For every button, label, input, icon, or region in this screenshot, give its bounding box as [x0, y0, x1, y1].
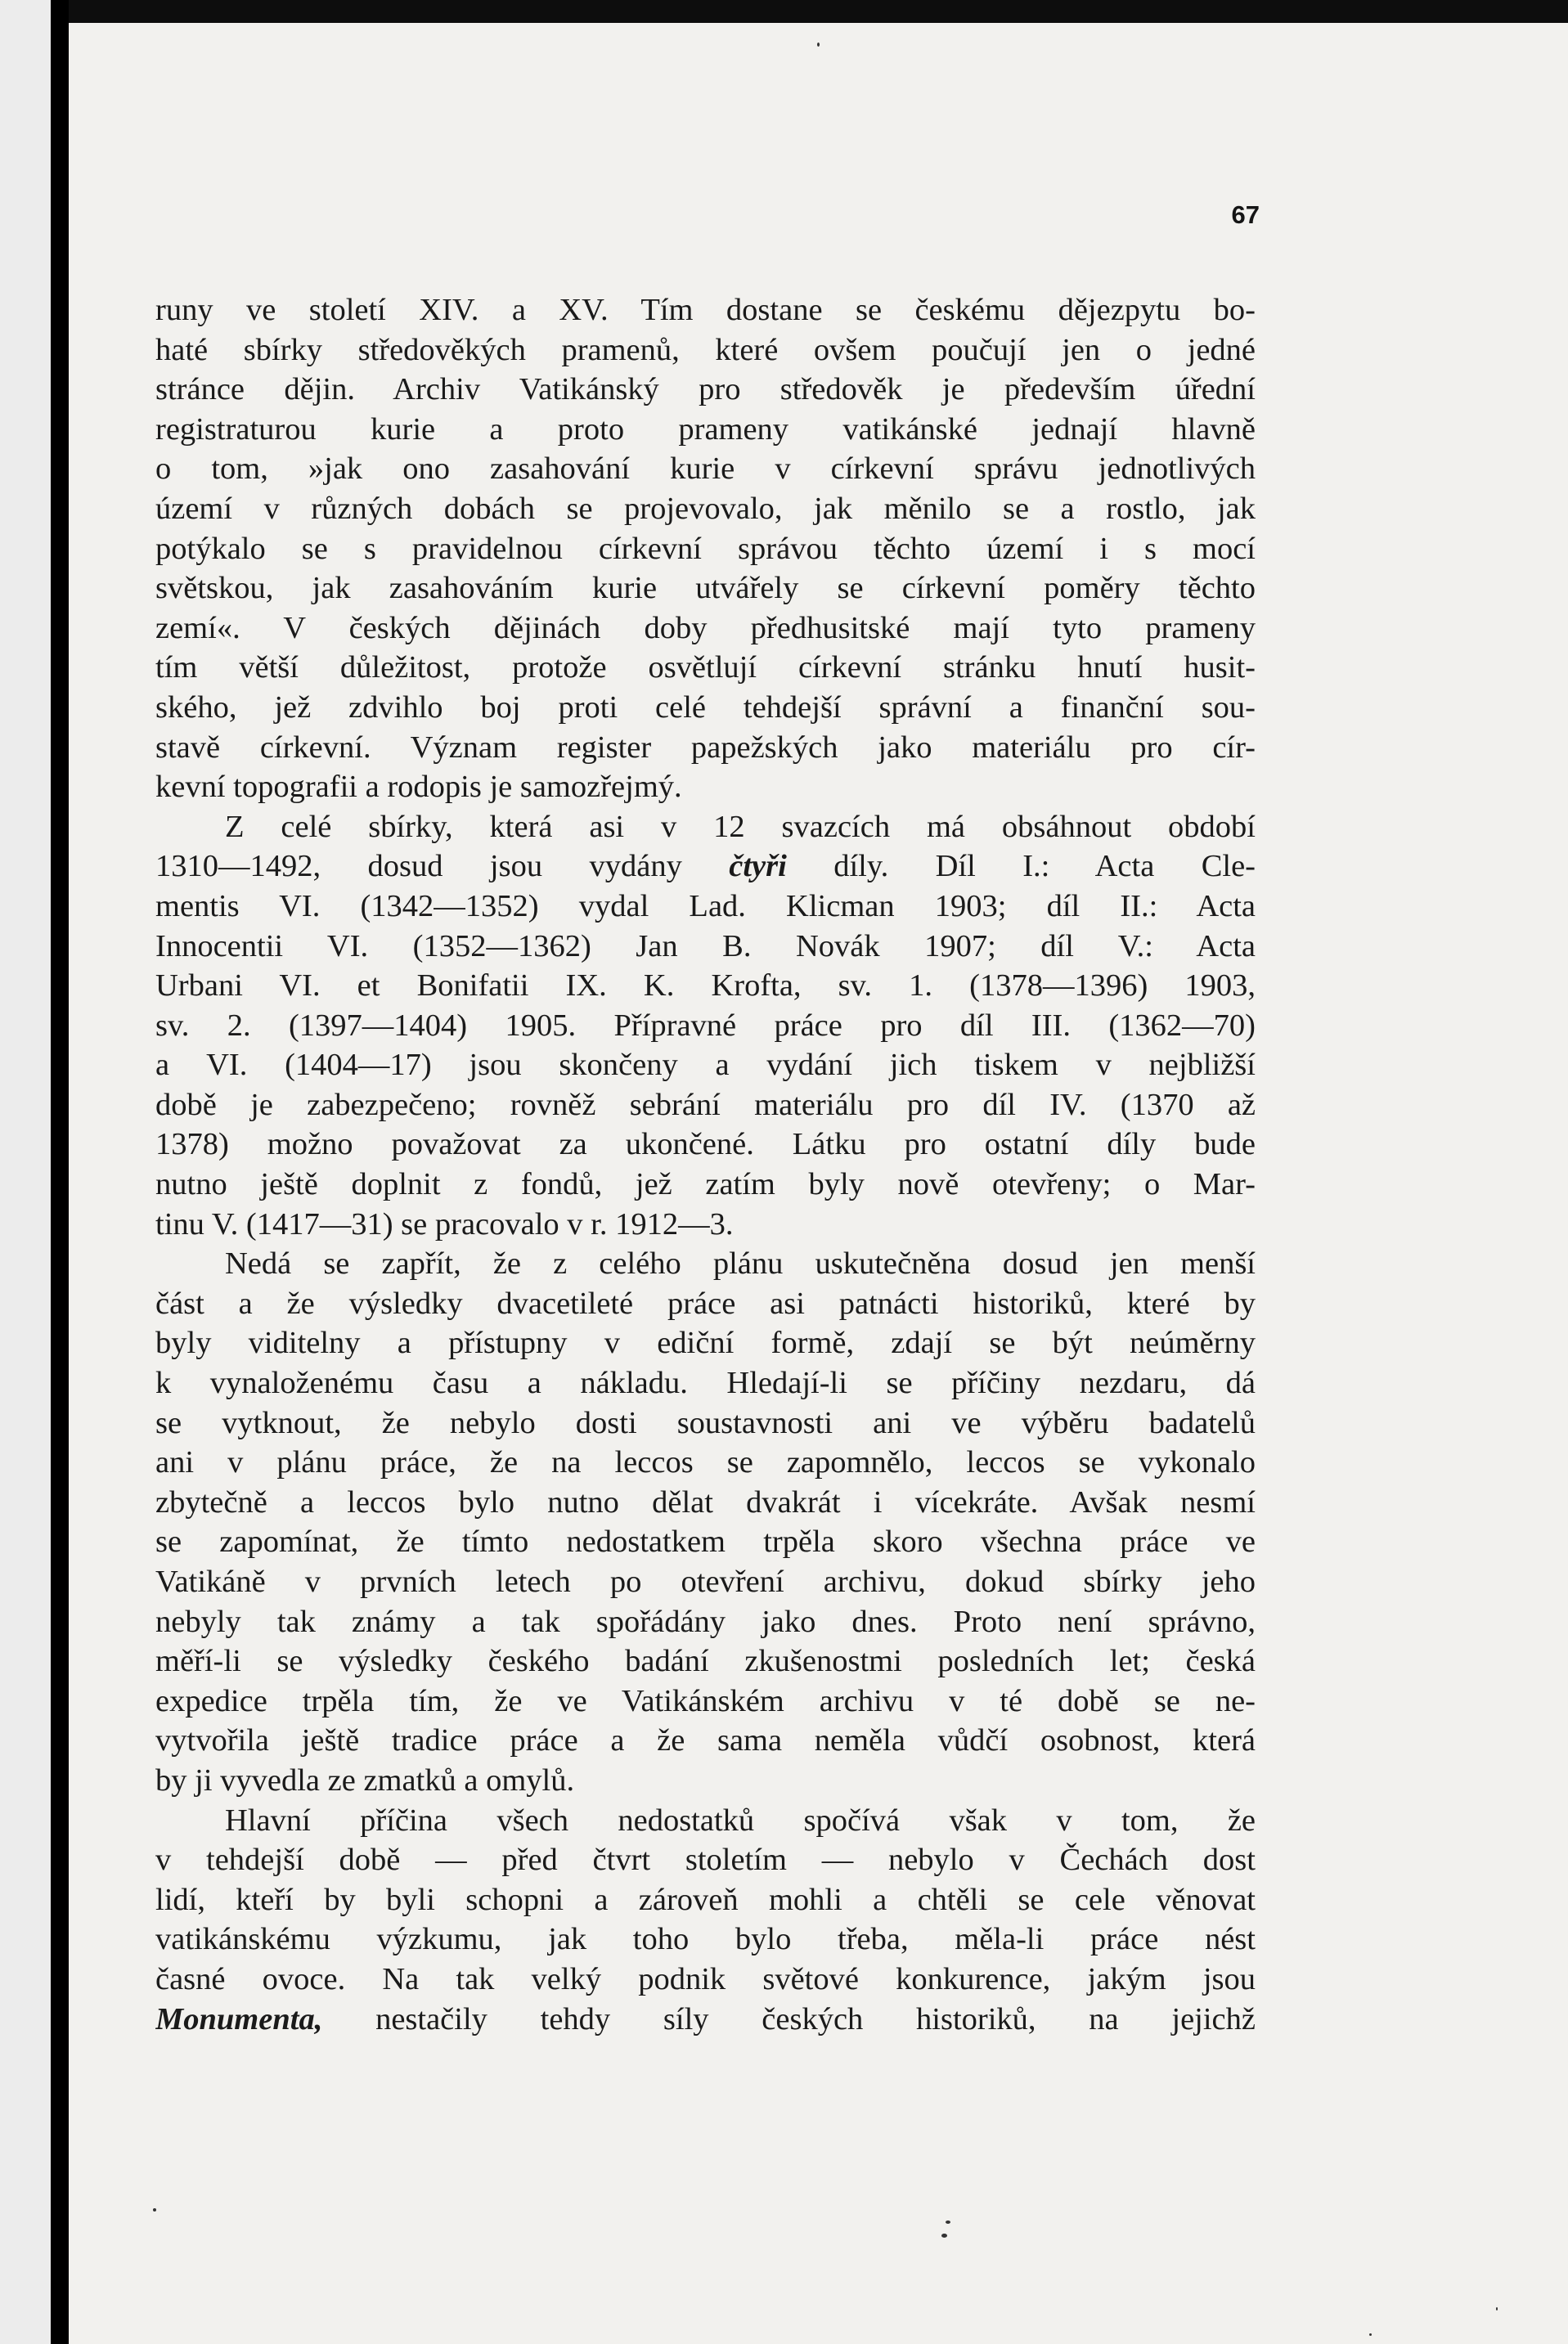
text-line: Z celé sbírky, která asi v 12 svazcích má obsáhnout období — [225, 809, 1256, 844]
previous-page-edge — [0, 0, 51, 2344]
scan-speck — [817, 43, 820, 47]
emphasis-text: Monumenta, — [155, 2001, 323, 2036]
text-line: zemí«. V českých dějinách doby předhusitské mají tyto prameny — [155, 610, 1256, 645]
text-line: sv. 2. (1397—1404) 1905. Přípravné práce pro díl III. (1362—70) — [155, 1008, 1256, 1043]
text-line: Urbani VI. et Bonifatii IX. K. Krofta, sv. 1. (1378—1396) 1903, — [155, 968, 1256, 1004]
text-line: se vytknout, že nebylo dosti soustavnosti ani ve výběru badatelů — [155, 1405, 1256, 1440]
text-line: době je zabezpečeno; rovněž sebrání materiálu pro díl IV. (1370 až — [155, 1087, 1256, 1122]
text-line: by ji vyvedla ze zmatků a omylů. — [155, 1762, 575, 1798]
text-line: vytvořila ještě tradice práce a že sama neměla vůdčí osobnost, která — [155, 1723, 1256, 1758]
scan-speck — [946, 2221, 950, 2224]
text-run: nestačily tehdy síly českých historiků, na jejichž — [322, 2001, 1256, 2036]
text-run: 1310—1492, dosud jsou vydány — [155, 849, 730, 884]
text-line: ského, jež zdvihlo boj proti celé tehdejší správní a finanční sou- — [155, 689, 1256, 725]
text-line: registraturou kurie a proto prameny vatikánské jednají hlavně — [155, 411, 1256, 447]
text-line: kevní topografii a rodopis je samozřejmý. — [155, 770, 682, 805]
text-line: světskou, jak zasahováním kurie utvářely se církevní poměry těchto — [155, 571, 1256, 606]
page-number: 67 — [1231, 200, 1260, 229]
text-line: vatikánskému výzkumu, jak toho bylo třeba, měla-li práce nést — [155, 1922, 1256, 1957]
emphasis-text: čtyři — [729, 849, 787, 884]
text-line: Vatikáně v prvních letech po otevření archivu, dokud sbírky jeho — [155, 1565, 1256, 1599]
text-line: 1378) možno považovat za ukončené. Látku pro ostatní díly bude — [155, 1127, 1256, 1162]
text-line: Nedá se zapřít, že z celého plánu uskutečněna dosud jen menší — [225, 1246, 1256, 1282]
text-line: Hlavní příčina všech nedostatků spočívá však v tom, že — [225, 1803, 1256, 1838]
scan-speck — [1369, 2333, 1372, 2336]
text-line: Innocentii VI. (1352—1362) Jan B. Novák 1907; díl V.: Acta — [155, 928, 1256, 963]
text-line: tinu V. (1417—31) se pracovalo v r. 1912—3. — [155, 1206, 734, 1242]
text-line — [155, 2000, 1256, 2040]
text-line: byly viditelny a přístupny v ediční formě, zdají se být neúměrny — [155, 1326, 1256, 1361]
text-line: haté sbírky středověkých pramenů, které ovšem poučují jen o jedné — [155, 332, 1256, 367]
scan-speck — [941, 2234, 947, 2238]
text-run: díly. Díl I.: Acta Cle- — [786, 849, 1256, 884]
text-line: expedice trpěla tím, že ve Vatikánském archivu v té době se ne- — [155, 1683, 1256, 1718]
text-line: tím větší důležitost, protože osvětlují církevní stránku hnutí husit- — [155, 650, 1256, 685]
text-line: lidí, kteří by byli schopni a zároveň mohli a chtěli se cele věnovat — [155, 1882, 1256, 1917]
text-line: nutno ještě doplnit z fondů, jež zatím byly nově otevřeny; o Mar- — [155, 1167, 1256, 1202]
text-line: časné ovoce. Na tak velký podnik světové konkurence, jakým jsou — [155, 1961, 1256, 1996]
text-line: území v různých dobách se projevovalo, jak měnilo se a rostlo, jak — [155, 491, 1256, 526]
text-line: o tom, »jak ono zasahování kurie v církevní správu jednotlivých — [155, 451, 1256, 487]
text-line: k vynaloženému času a nákladu. Hledají-li se příčiny nezdaru, dá — [155, 1366, 1256, 1401]
scan-speck — [153, 2208, 156, 2212]
gutter-shadow — [51, 0, 69, 2344]
text-line: runy ve století XIV. a XV. Tím dostane se českému dějezpytu bo- — [155, 293, 1256, 327]
text-line: nebyly tak známy a tak spořádány jako dnes. Proto není správno, — [155, 1604, 1256, 1639]
text-line: potýkalo se s pravidelnou církevní správou těchto území i s mocí — [155, 531, 1256, 566]
text-line: v tehdejší době — před čtvrt stoletím — nebylo v Čechách dost — [155, 1843, 1256, 1878]
body-text — [155, 290, 1256, 2039]
text-line: a VI. (1404—17) jsou skončeny a vydání jich tiskem v nejbližší — [155, 1048, 1256, 1083]
text-line: ani v plánu práce, že na leccos se zapomnělo, leccos se vykonalo — [155, 1445, 1256, 1480]
scan-speck — [1496, 2307, 1498, 2310]
text-line — [155, 846, 1256, 887]
text-line: se zapomínat, že tímto nedostatkem trpěla skoro všechna práce ve — [155, 1524, 1256, 1560]
text-line: část a že výsledky dvacetileté práce asi patnácti historiků, které by — [155, 1286, 1256, 1321]
text-line: stavě církevní. Význam register papežských jako materiálu pro cír- — [155, 730, 1256, 765]
text-line: stránce dějin. Archiv Vatikánský pro středověk je především úřední — [155, 372, 1256, 407]
text-line: mentis VI. (1342—1352) vydal Lad. Klicman 1903; díl II.: Acta — [155, 888, 1256, 923]
text-line: měří-li se výsledky českého badání zkušenostmi posledních let; česká — [155, 1644, 1256, 1679]
text-line: zbytečně a leccos bylo nutno dělat dvakrát i vícekráte. Avšak nesmí — [155, 1484, 1256, 1520]
